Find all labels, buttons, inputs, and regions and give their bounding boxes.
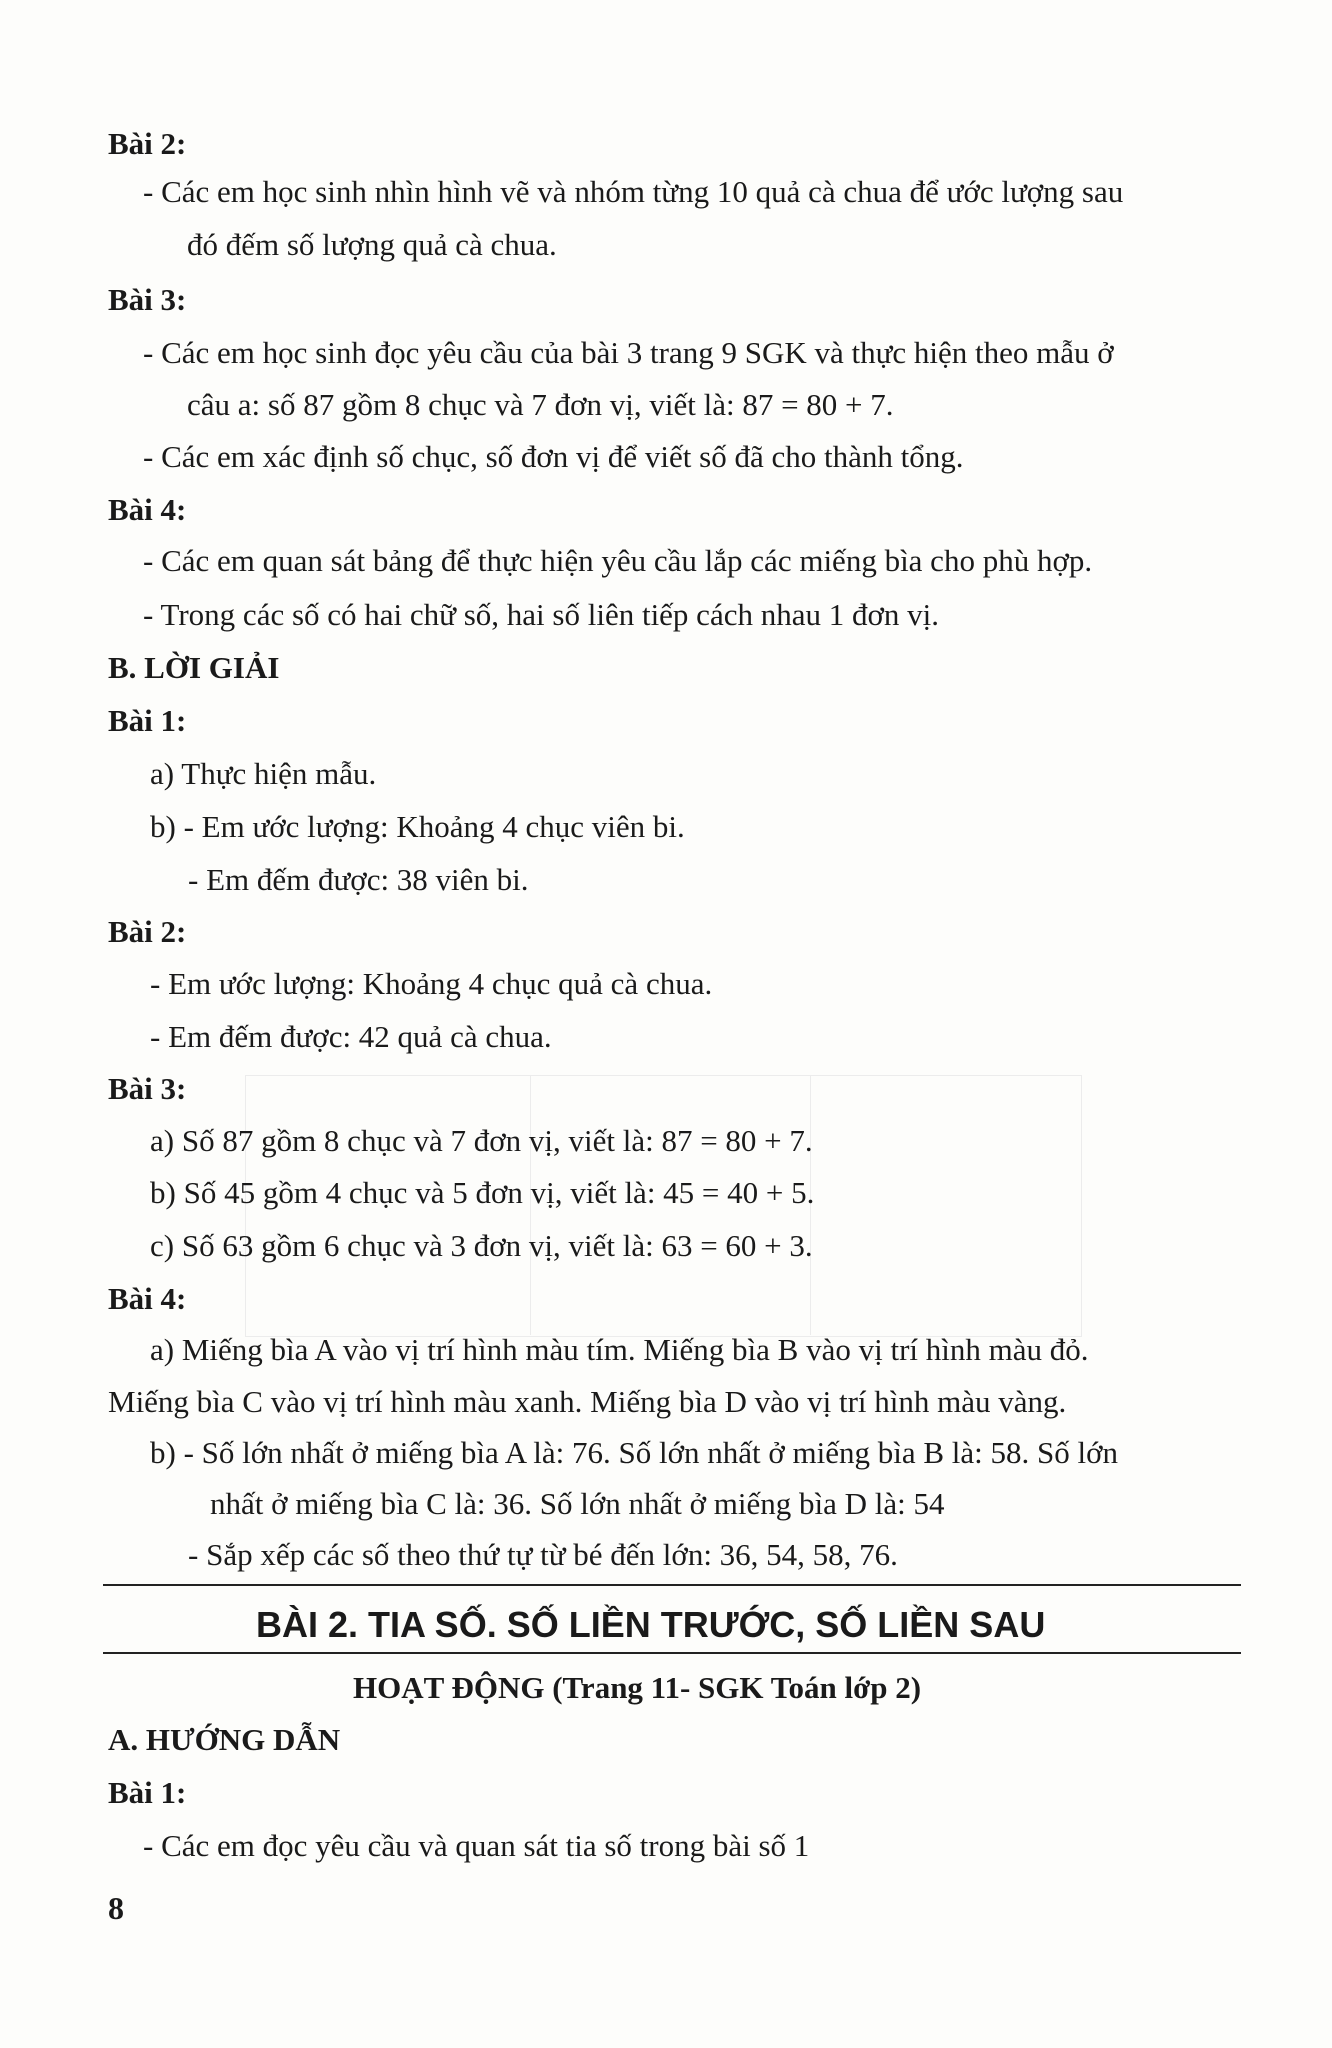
b-bai1-heading: Bài 1: xyxy=(108,703,187,738)
bai3-guide-line: - Các em xác định số chục, số đơn vị để viết số đã cho thành tổng. xyxy=(143,439,964,474)
bai3-guide-line: câu a: số 87 gồm 8 chục và 7 đơn vị, viết là: 87 = 80 + 7. xyxy=(187,387,894,422)
b-bai4-line: Miếng bìa C vào vị trí hình màu xanh. Miếng bìa D vào vị trí hình màu vàng. xyxy=(108,1384,1067,1419)
lesson2-bai1-heading: Bài 1: xyxy=(108,1775,187,1810)
b-bai4-heading: Bài 4: xyxy=(108,1281,187,1316)
lesson2-bai1-line: - Các em đọc yêu cầu và quan sát tia số trong bài số 1 xyxy=(143,1828,810,1863)
b-bai3-heading: Bài 3: xyxy=(108,1071,187,1106)
top-rule xyxy=(103,1584,1241,1586)
b-bai1-line: b) - Em ước lượng: Khoảng 4 chục viên bi. xyxy=(150,809,685,844)
b-bai3-line: c) Số 63 gồm 6 chục và 3 đơn vị, viết là: 63 = 60 + 3. xyxy=(150,1228,813,1263)
section-b-title: B. LỜI GIẢI xyxy=(108,650,280,685)
bai2-guide-line: đó đếm số lượng quả cà chua. xyxy=(187,227,557,262)
b-bai2-line: - Em đếm được: 42 quả cà chua. xyxy=(150,1019,552,1054)
bai4-guide-line: - Các em quan sát bảng để thực hiện yêu cầu lắp các miếng bìa cho phù hợp. xyxy=(143,543,1093,578)
b-bai1-line: a) Thực hiện mẫu. xyxy=(150,756,377,791)
bai3-heading: Bài 3: xyxy=(108,282,187,317)
page-number: 8 xyxy=(108,1890,124,1926)
b-bai3-line: a) Số 87 gồm 8 chục và 7 đơn vị, viết là: 87 = 80 + 7. xyxy=(150,1123,813,1158)
bai3-guide-line: - Các em học sinh đọc yêu cầu của bài 3 trang 9 SGK và thực hiện theo mẫu ở xyxy=(143,335,1114,370)
b-bai2-line: - Em ước lượng: Khoảng 4 chục quả cà chua. xyxy=(150,966,713,1001)
bai4-heading: Bài 4: xyxy=(108,492,187,527)
b-bai1-line: - Em đếm được: 38 viên bi. xyxy=(188,862,529,897)
bottom-rule xyxy=(103,1652,1241,1654)
b-bai4-line: b) - Số lớn nhất ở miếng bìa A là: 76. Số lớn nhất ở miếng bìa B là: 58. Số lớn xyxy=(150,1435,1118,1470)
b-bai3-line: b) Số 45 gồm 4 chục và 5 đơn vị, viết là: 45 = 40 + 5. xyxy=(150,1175,815,1210)
b-bai4-line: - Sắp xếp các số theo thứ tự từ bé đến lớn: 36, 54, 58, 76. xyxy=(188,1537,898,1572)
b-bai2-heading: Bài 2: xyxy=(108,914,187,949)
bai2-guide-line: - Các em học sinh nhìn hình vẽ và nhóm từng 10 quả cà chua để ước lượng sau xyxy=(143,174,1124,209)
b-bai4-line: a) Miếng bìa A vào vị trí hình màu tím. Miếng bìa B vào vị trí hình màu đỏ. xyxy=(150,1332,1089,1367)
bai2-heading: Bài 2: xyxy=(108,126,187,161)
lesson-subtitle: HOẠT ĐỘNG (Trang 11- SGK Toán lớp 2) xyxy=(353,1670,922,1705)
b-bai4-line: nhất ở miếng bìa C là: 36. Số lớn nhất ở miếng bìa D là: 54 xyxy=(210,1486,945,1521)
section-a-title: A. HƯỚNG DẪN xyxy=(108,1722,341,1757)
bai4-guide-line: - Trong các số có hai chữ số, hai số liên tiếp cách nhau 1 đơn vị. xyxy=(143,597,939,632)
lesson-title: BÀI 2. TIA SỐ. SỐ LIỀN TRƯỚC, SỐ LIỀN SAU xyxy=(256,1604,1046,1645)
